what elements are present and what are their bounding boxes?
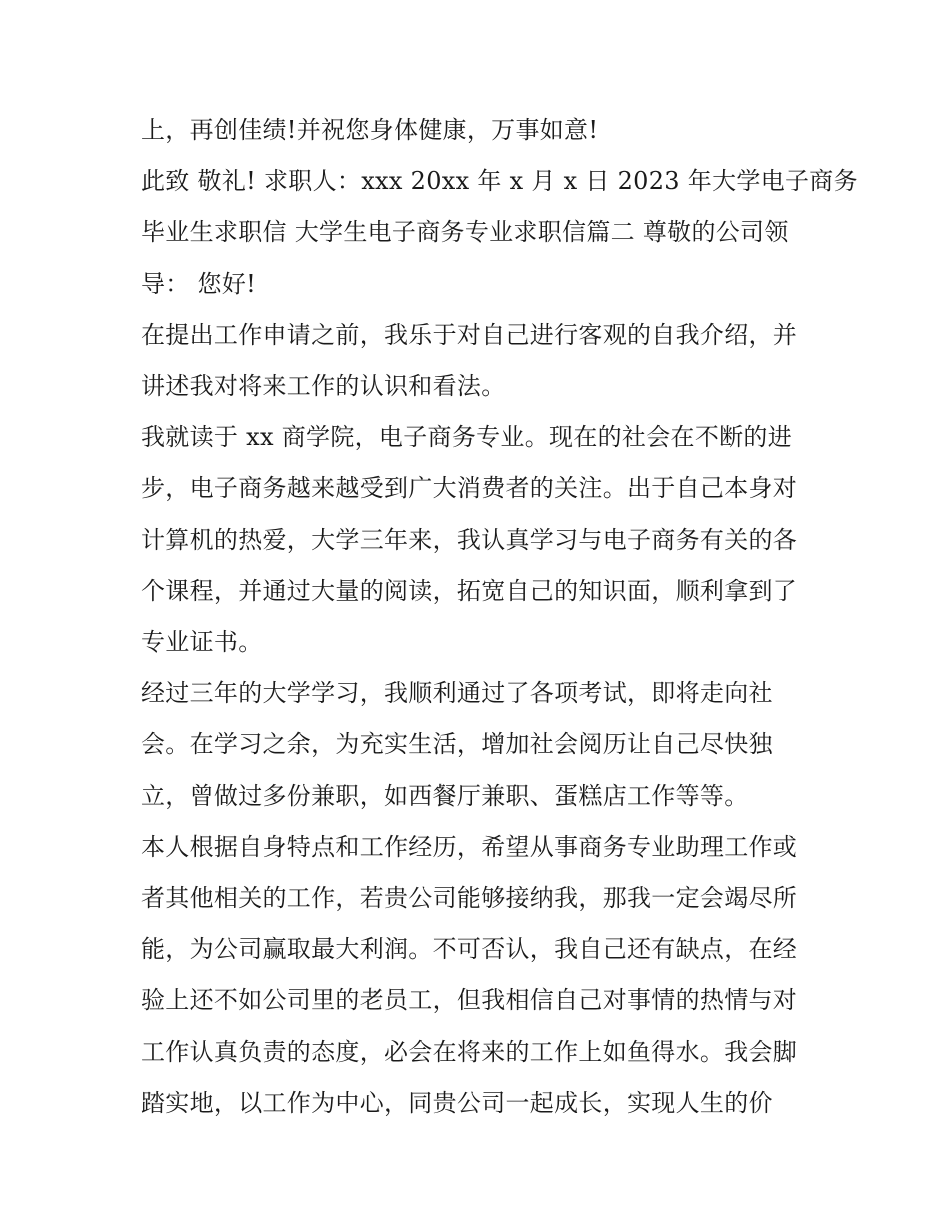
text-line: 讲述我对将来工作的认识和看法。	[141, 372, 506, 401]
document-body	[141, 105, 858, 1129]
text-line: 能，为公司赢取最大利润。不可否认，我自己还有缺点，在经	[141, 935, 798, 964]
text-line: 验上还不如公司里的老员工，但我相信自己对事情的热情与对	[141, 986, 798, 1015]
text-line: 我就读于 xx 商学院，电子商务专业。现在的社会在不断的进	[141, 423, 793, 452]
text-line: 者其他相关的工作，若贵公司能够接纳我，那我一定会竭尽所	[141, 884, 798, 913]
text-line: 踏实地，以工作为中心，同贵公司一起成长，实现人生的价	[141, 1088, 773, 1117]
text-line: 计算机的热爱，大学三年来，我认真学习与电子商务有关的各	[141, 525, 798, 554]
text-line: 在提出工作申请之前，我乐于对自己进行客观的自我介绍，并	[141, 320, 798, 349]
text-line: 个课程，并通过大量的阅读，拓宽自己的知识面，顺利拿到了	[141, 576, 798, 605]
text-line: 专业证书。	[141, 628, 263, 657]
text-line: 毕业生求职信 大学生电子商务专业求职信篇二 尊敬的公司领	[141, 218, 789, 247]
text-line: 经过三年的大学学习，我顺利通过了各项考试，即将走向社	[141, 679, 773, 708]
text-line: 立，曾做过多份兼职，如西餐厅兼职、蛋糕店工作等等。	[141, 781, 749, 810]
text-line: 本人根据自身特点和工作经历，希望从事商务专业助理工作或	[141, 832, 798, 861]
text-line: 工作认真负责的态度，必会在将来的工作上如鱼得水。我会脚	[141, 1037, 798, 1066]
text-line: 会。在学习之余，为充实生活，增加社会阅历让自己尽快独	[141, 730, 773, 759]
text-line: 上，再创佳绩!并祝您身体健康，万事如意!	[141, 116, 599, 144]
text-line: 步，电子商务越来越受到广大消费者的关注。出于自己本身对	[141, 474, 798, 503]
text-line: 导： 您好!	[141, 269, 257, 298]
text-line: 此致 敬礼! 求职人：xxx 20xx 年 x 月 x 日 2023 年大学电子商务	[141, 167, 858, 196]
